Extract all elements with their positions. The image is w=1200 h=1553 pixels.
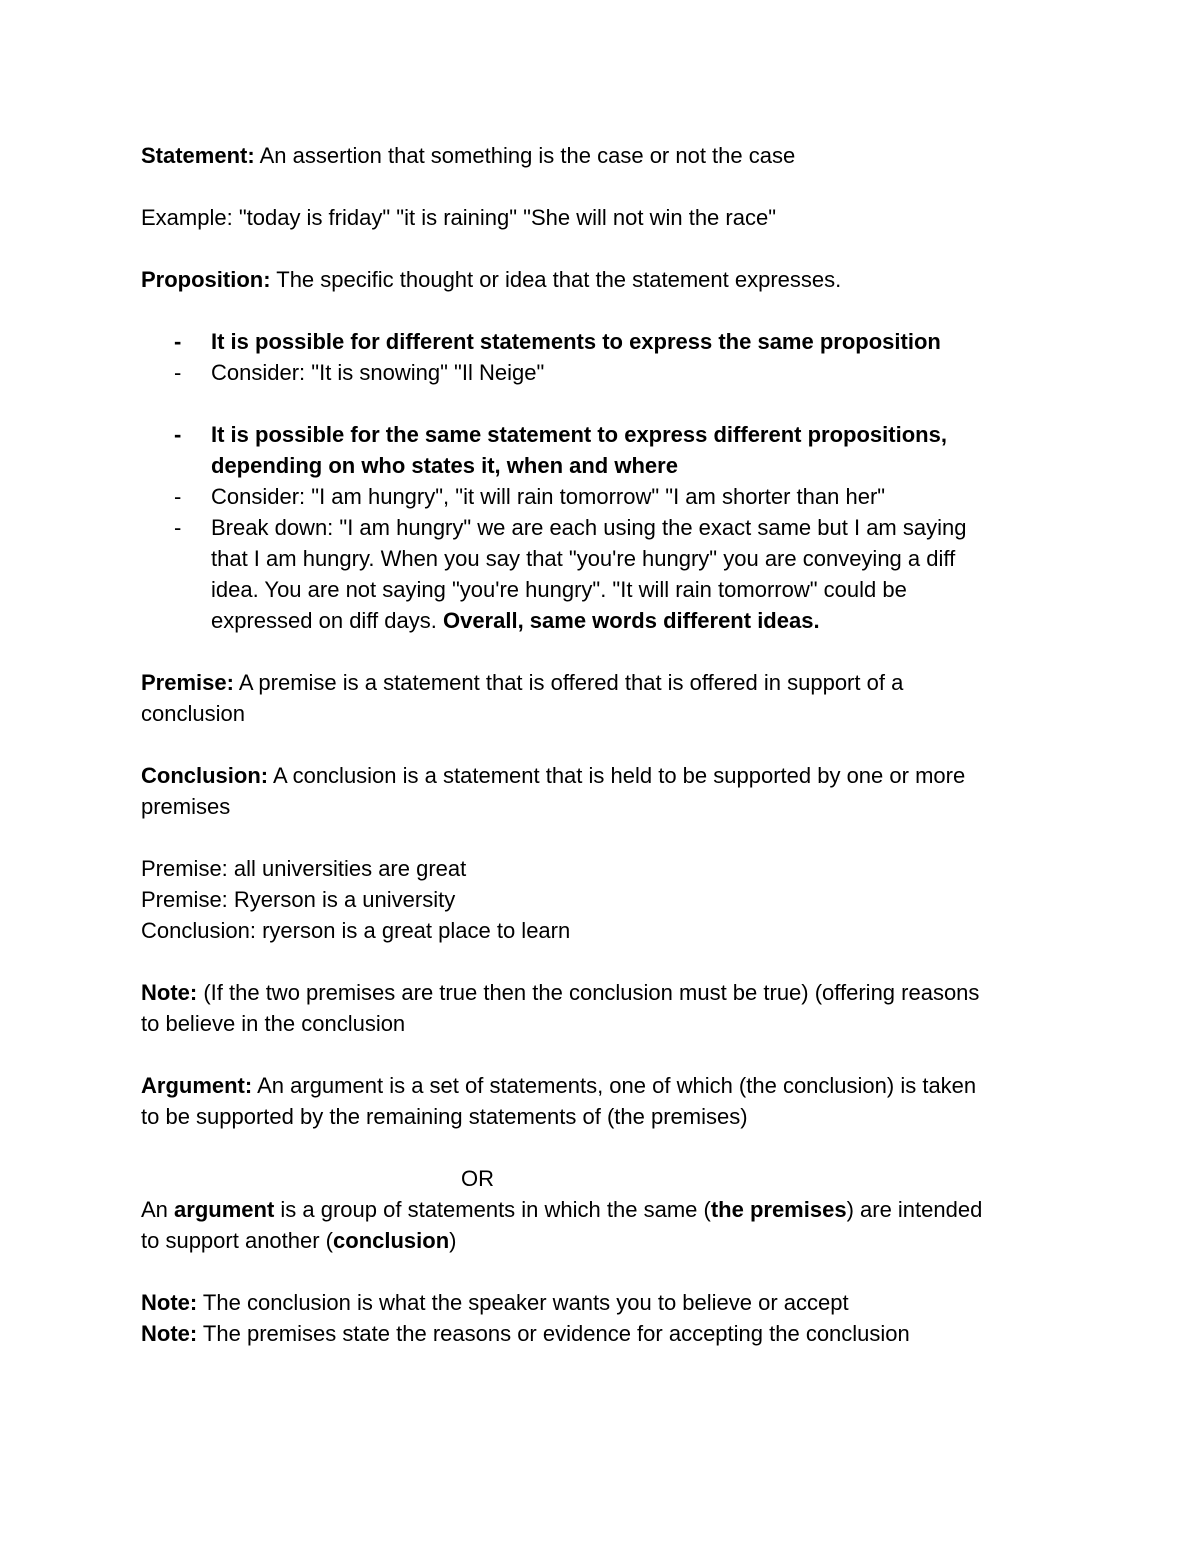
note-text: The premises state the reasons or evidence for accepting the conclusion	[197, 1321, 910, 1346]
conclusion-definition	[141, 760, 1061, 791]
note-line	[141, 977, 1061, 1008]
dash-bullet: -	[174, 329, 182, 354]
argument-alt-text: ) are intended	[846, 1197, 983, 1222]
document-body	[141, 140, 1061, 1349]
argument-text: An argument is a set of statements, one of which (the conclusion) is taken	[252, 1073, 977, 1098]
argument-alt-text: is a group of statements in which the same (	[274, 1197, 711, 1222]
list-item-text: It is possible for the same statement to express different propositions,	[211, 422, 947, 447]
list-item-text: Consider: "It is snowing" "Il Neige"	[211, 360, 545, 385]
dash-bullet: -	[174, 484, 182, 509]
syllogism-conclusion: Conclusion: ryerson is a great place to learn	[141, 918, 571, 943]
list-item-text: Break down: "I am hungry" we are each using the exact same but I am saying	[211, 515, 967, 540]
dash-bullet: -	[174, 515, 182, 540]
note-term: Note:	[141, 1321, 198, 1346]
example-line: Example: "today is friday" "it is raining" "She will not win the race"	[141, 205, 777, 230]
list-item	[141, 326, 1061, 357]
proposition-text: The specific thought or idea that the statement expresses.	[270, 267, 842, 292]
argument-alt-definition-cont	[141, 1225, 1061, 1256]
premise-term: Premise:	[141, 670, 234, 695]
premise-definition	[141, 667, 1061, 698]
list-item	[141, 512, 1061, 636]
list-item	[141, 357, 1061, 388]
argument-alt-text: An	[141, 1197, 175, 1222]
syllogism-premise-2: Premise: Ryerson is a university	[141, 887, 456, 912]
list-item	[141, 419, 1061, 481]
argument-alt-text: )	[449, 1228, 457, 1253]
list-item-text	[211, 605, 1061, 636]
argument-alt-definition	[141, 1194, 1061, 1225]
premise-definition-cont: conclusion	[141, 701, 245, 726]
statement-definition	[141, 140, 1061, 171]
syllogism-premise-1: Premise: all universities are great	[141, 856, 467, 881]
argument-term: Argument:	[141, 1073, 253, 1098]
premise-text: A premise is a statement that is offered that is offered in support of a	[233, 670, 904, 695]
conclusion-definition-cont: premises	[141, 794, 231, 819]
note-line	[141, 1318, 1061, 1349]
list-item-plain: expressed on diff days.	[211, 608, 443, 633]
list-item-text: It is possible for different statements to express the same proposition	[211, 329, 941, 354]
dash-bullet: -	[174, 360, 182, 385]
argument-alt-text: to support another (	[141, 1228, 334, 1253]
note-term: Note:	[141, 1290, 198, 1315]
argument-alt-emphasis: the premises	[710, 1197, 847, 1222]
argument-definition-cont: to be supported by the remaining statements of (the premises)	[141, 1104, 748, 1129]
argument-definition	[141, 1070, 1061, 1101]
or-separator: OR	[461, 1166, 494, 1191]
argument-alt-emphasis: argument	[174, 1197, 275, 1222]
note-text: The conclusion is what the speaker wants you to believe or accept	[197, 1290, 849, 1315]
list-item-text: that I am hungry. When you say that "you're hungry" you are conveying a diff	[211, 546, 956, 571]
statement-term: Statement:	[141, 143, 255, 168]
list-item-text: depending on who states it, when and where	[211, 453, 678, 478]
list-item-text: Consider: "I am hungry", "it will rain tomorrow" "I am shorter than her"	[211, 484, 886, 509]
statement-text: An assertion that something is the case or not the case	[254, 143, 796, 168]
list-item-text: idea. You are not saying "you're hungry". "It will rain tomorrow" could be	[211, 577, 907, 602]
note-text: (If the two premises are true then the conclusion must be true) (offering reasons	[197, 980, 980, 1005]
note-line	[141, 1287, 1061, 1318]
note-line-cont: to believe in the conclusion	[141, 1011, 406, 1036]
list-item-emphasis: Overall, same words different ideas.	[442, 608, 820, 633]
note-term: Note:	[141, 980, 198, 1005]
dash-bullet: -	[174, 422, 182, 447]
argument-alt-emphasis: conclusion	[333, 1228, 450, 1253]
list-item	[141, 481, 1061, 512]
conclusion-text: A conclusion is a statement that is held to be supported by one or more	[268, 763, 966, 788]
conclusion-term: Conclusion:	[141, 763, 269, 788]
proposition-term: Proposition:	[141, 267, 271, 292]
proposition-definition	[141, 264, 1061, 295]
